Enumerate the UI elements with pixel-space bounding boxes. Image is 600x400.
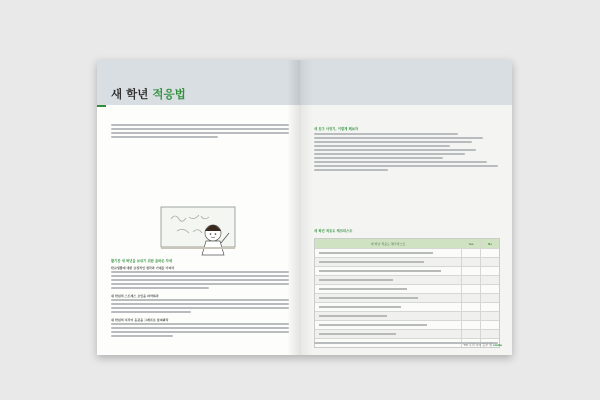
table-row [315, 275, 499, 284]
paragraph-3 [111, 323, 289, 339]
table-row [315, 302, 499, 311]
footer-label: TIP 우리 아이 공부 법 [463, 343, 493, 347]
paragraph-1 [111, 271, 289, 291]
left-page [97, 60, 300, 355]
title-accent: 적응법 [152, 87, 186, 101]
table-row [315, 266, 499, 275]
subheading-3: 새 학년의 지각이 등굣을 그래프로 살펴봐라 [111, 318, 169, 322]
table-row [315, 320, 499, 329]
table-row [315, 248, 499, 257]
page-gutter [287, 60, 313, 355]
header-item: 새 학년 적응도 체크리스트 [370, 241, 406, 246]
header-yes: Yes [461, 242, 480, 246]
table-row [315, 293, 499, 302]
table-row [315, 257, 499, 266]
page-title [111, 86, 186, 102]
magazine-spread [97, 60, 512, 355]
right-section-heading: 새 친구 사귀기, 이렇게 해보자 [314, 127, 359, 131]
checklist-heading: 새 학년 적응도 체크리스트 [314, 229, 353, 233]
paragraph-2 [111, 299, 289, 315]
table-row [315, 311, 499, 320]
subheading-1: 학교생활에 대한 긍정적인 생각과 기대를 가져라 [111, 266, 175, 270]
right-page [300, 60, 512, 355]
header-no: No [480, 242, 499, 246]
footer-brand: smile [492, 343, 502, 347]
left-section-heading: 활기찬 새 학년을 보내기 위한 올바른 자세 [111, 259, 173, 263]
table-header [315, 239, 499, 248]
table-row [315, 284, 499, 293]
tips-list [314, 133, 498, 173]
checklist-table [314, 238, 500, 348]
top-band-right [300, 60, 512, 105]
title-accent-rule [97, 105, 106, 107]
subheading-2: 새 학년의 스트레스 요인을 파악하라 [111, 294, 159, 298]
table-row [315, 329, 499, 338]
page-footer [463, 343, 502, 347]
student-whiteboard-illustration [159, 205, 237, 257]
title-prefix: 새 학년 [111, 87, 149, 101]
intro-paragraph [111, 124, 289, 140]
